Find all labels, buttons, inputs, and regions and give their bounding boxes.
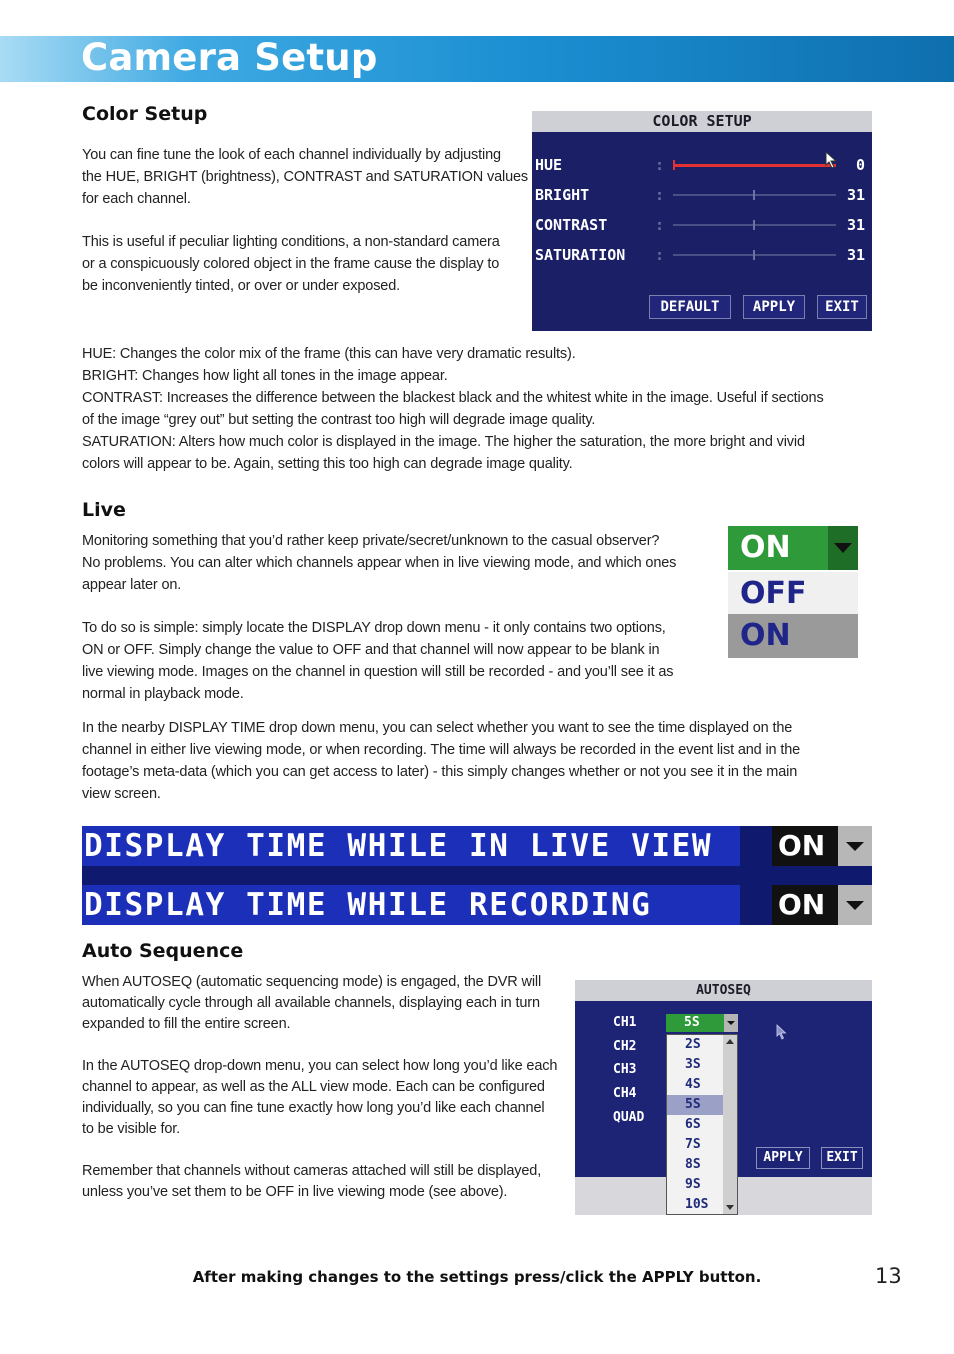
chevron-down-icon [828, 526, 858, 570]
scroll-down-icon [726, 1205, 734, 1210]
autoseq-ch1-value: 5S [684, 1015, 700, 1030]
chevron-down-icon [724, 1014, 738, 1032]
autoseq-option[interactable]: 3S [685, 1057, 701, 1072]
contrast-label: CONTRAST [535, 216, 608, 234]
live-para3: In the nearby DISPLAY TIME drop down menu, you can select whether you want to see the time displayed on the channel in either live viewing mode, or when recording. The time will always be recorded in the event list and in the footage’s meta-data (which you can get access to later) - this simply changes whether or not you see it in the main view screen. [82, 720, 801, 802]
hue-row: HUE : 0 [535, 154, 869, 176]
display-time-recording-select[interactable] [772, 885, 872, 925]
display-dropdown-toggle[interactable] [828, 526, 858, 570]
contrast-definition-cont: of the image “grey out” but setting the contrast too high will degrade image quality. [82, 412, 596, 428]
auto-sequence-para3: Remember that channels without cameras attached will still be displayed, unless you’ve set them to be OFF in live viewing mode (see above). [82, 1163, 542, 1200]
auto-sequence-para2: In the AUTOSEQ drop-down menu, you can select how long you’d like each channel to appear, as well as the ALL view mode. Each can be configured individually, so you can fine tune exactly how long you’d like each channel to be visible for. [82, 1058, 558, 1137]
page-banner [0, 36, 954, 82]
color-setup-screen [532, 111, 872, 331]
display-option-on[interactable]: ON [728, 614, 858, 658]
contrast-value: 31 [846, 216, 865, 234]
autoseq-ch3-label: CH3 [613, 1062, 637, 1077]
saturation-definition: SATURATION: Alters how much color is displayed in the image. The higher the saturation, the more bright and vivid [82, 434, 805, 450]
color-setup-para2: This is useful if peculiar lighting conditions, a non-standard camera or a conspicuously colored object in the frame cause the display to be inconveniently tinted, or over or under exposed. [82, 234, 500, 294]
mouse-pointer-icon [776, 1024, 788, 1040]
color-setup-heading: Color Setup [82, 103, 208, 125]
auto-sequence-para1: When AUTOSEQ (automatic sequencing mode) is engaged, the DVR will automatically cycle through all available channels, displaying each in turn expanded to fill the entire screen. [82, 974, 542, 1032]
hue-slider-handle[interactable] [673, 160, 675, 170]
saturation-slider-handle[interactable] [753, 250, 755, 260]
page-number: 13 [875, 1264, 902, 1288]
bright-value: 31 [846, 186, 865, 204]
display-dropdown-selected[interactable]: ON [728, 526, 858, 570]
autoseq-dropdown-list [666, 1034, 738, 1215]
autoseq-quad-label: QUAD [613, 1110, 645, 1125]
display-time-live-select[interactable] [772, 826, 872, 866]
hue-definition: HUE: Changes the color mix of the frame (this can have very dramatic results). [82, 346, 576, 362]
live-heading: Live [82, 499, 126, 521]
color-setup-para1: You can fine tune the look of each channel individually by adjusting the HUE, BRIGHT (brightness), CONTRAST and SATURATION values for each channel. [82, 147, 528, 207]
exit-button[interactable]: EXIT [817, 295, 867, 319]
mouse-pointer-icon [825, 151, 839, 169]
autoseq-scrollbar[interactable] [723, 1035, 737, 1214]
live-para2: To do so is simple: simply locate the DISPLAY drop down menu - it only contains two options, ON or OFF. Simply change the value to OFF and that channel will now appear to be blank in live viewing mode. Images on the channel in question will still be recorded - and you’ll see it as normal in playback mode. [82, 620, 674, 702]
display-time-live-label: DISPLAY TIME WHILE IN LIVE VIEW [82, 826, 740, 866]
autoseq-ch1-select[interactable] [666, 1014, 738, 1032]
footer-note: After making changes to the settings press/click the APPLY button. [192, 1268, 762, 1286]
live-para1: Monitoring something that you’d rather keep private/secret/unknown to the casual observer? No problems. You can alter which channels appear when in live viewing mode, and which ones appear later on. [82, 533, 677, 593]
color-setup-definitions [82, 343, 872, 475]
chevron-down-icon [838, 885, 872, 925]
autoseq-option[interactable]: 10S [685, 1197, 709, 1212]
chevron-down-icon [838, 826, 872, 866]
saturation-value: 31 [846, 246, 865, 264]
autoseq-option[interactable]: 4S [685, 1077, 701, 1092]
autoseq-option[interactable]: 6S [685, 1117, 701, 1132]
display-time-live-value: ON [772, 826, 838, 866]
bright-row: BRIGHT : 31 [535, 186, 865, 204]
apply-button[interactable]: APPLY [743, 295, 805, 319]
autoseq-option-highlighted[interactable]: 5S [667, 1095, 724, 1115]
autoseq-screen-title: AUTOSEQ [575, 980, 872, 1001]
page-title: Camera Setup [81, 36, 378, 79]
bright-slider-handle[interactable] [753, 190, 755, 200]
contrast-definition: CONTRAST: Increases the difference between the blackest black and the whitest white in the image. Useful if sections [82, 390, 824, 406]
autoseq-ch4-label: CH4 [613, 1086, 637, 1101]
saturation-definition-cont: colors will appear to be. Again, setting this too high can degrade image quality. [82, 456, 573, 472]
display-time-recording-label: DISPLAY TIME WHILE RECORDING [82, 885, 740, 925]
bright-label: BRIGHT [535, 186, 590, 204]
contrast-row: CONTRAST : 31 [535, 216, 865, 234]
hue-value: 0 [855, 156, 865, 174]
hue-slider[interactable] [673, 164, 836, 167]
contrast-slider-handle[interactable] [753, 220, 755, 230]
display-time-screen [82, 826, 872, 925]
autoseq-exit-button[interactable]: EXIT [821, 1147, 863, 1169]
autoseq-option[interactable]: 7S [685, 1137, 701, 1152]
autoseq-apply-button[interactable]: APPLY [756, 1147, 810, 1169]
auto-sequence-heading: Auto Sequence [82, 940, 244, 962]
autoseq-ch1-label: CH1 [613, 1015, 637, 1030]
color-setup-screen-title: COLOR SETUP [532, 111, 872, 132]
autoseq-screen [575, 980, 872, 1215]
autoseq-option[interactable]: 8S [685, 1157, 701, 1172]
saturation-label: SATURATION [535, 246, 626, 264]
display-time-recording-value: ON [772, 885, 838, 925]
bright-definition: BRIGHT: Changes how light all tones in the image appear. [82, 368, 448, 384]
autoseq-option[interactable]: 2S [685, 1037, 701, 1052]
scroll-up-icon [726, 1039, 734, 1044]
autoseq-option[interactable]: 9S [685, 1177, 701, 1192]
autoseq-ch2-label: CH2 [613, 1039, 637, 1054]
default-button[interactable]: DEFAULT [649, 295, 731, 319]
hue-label: HUE [535, 156, 563, 174]
saturation-row: SATURATION : 31 [535, 246, 865, 264]
display-option-off[interactable]: OFF [728, 570, 858, 614]
display-dropdown [728, 526, 858, 658]
